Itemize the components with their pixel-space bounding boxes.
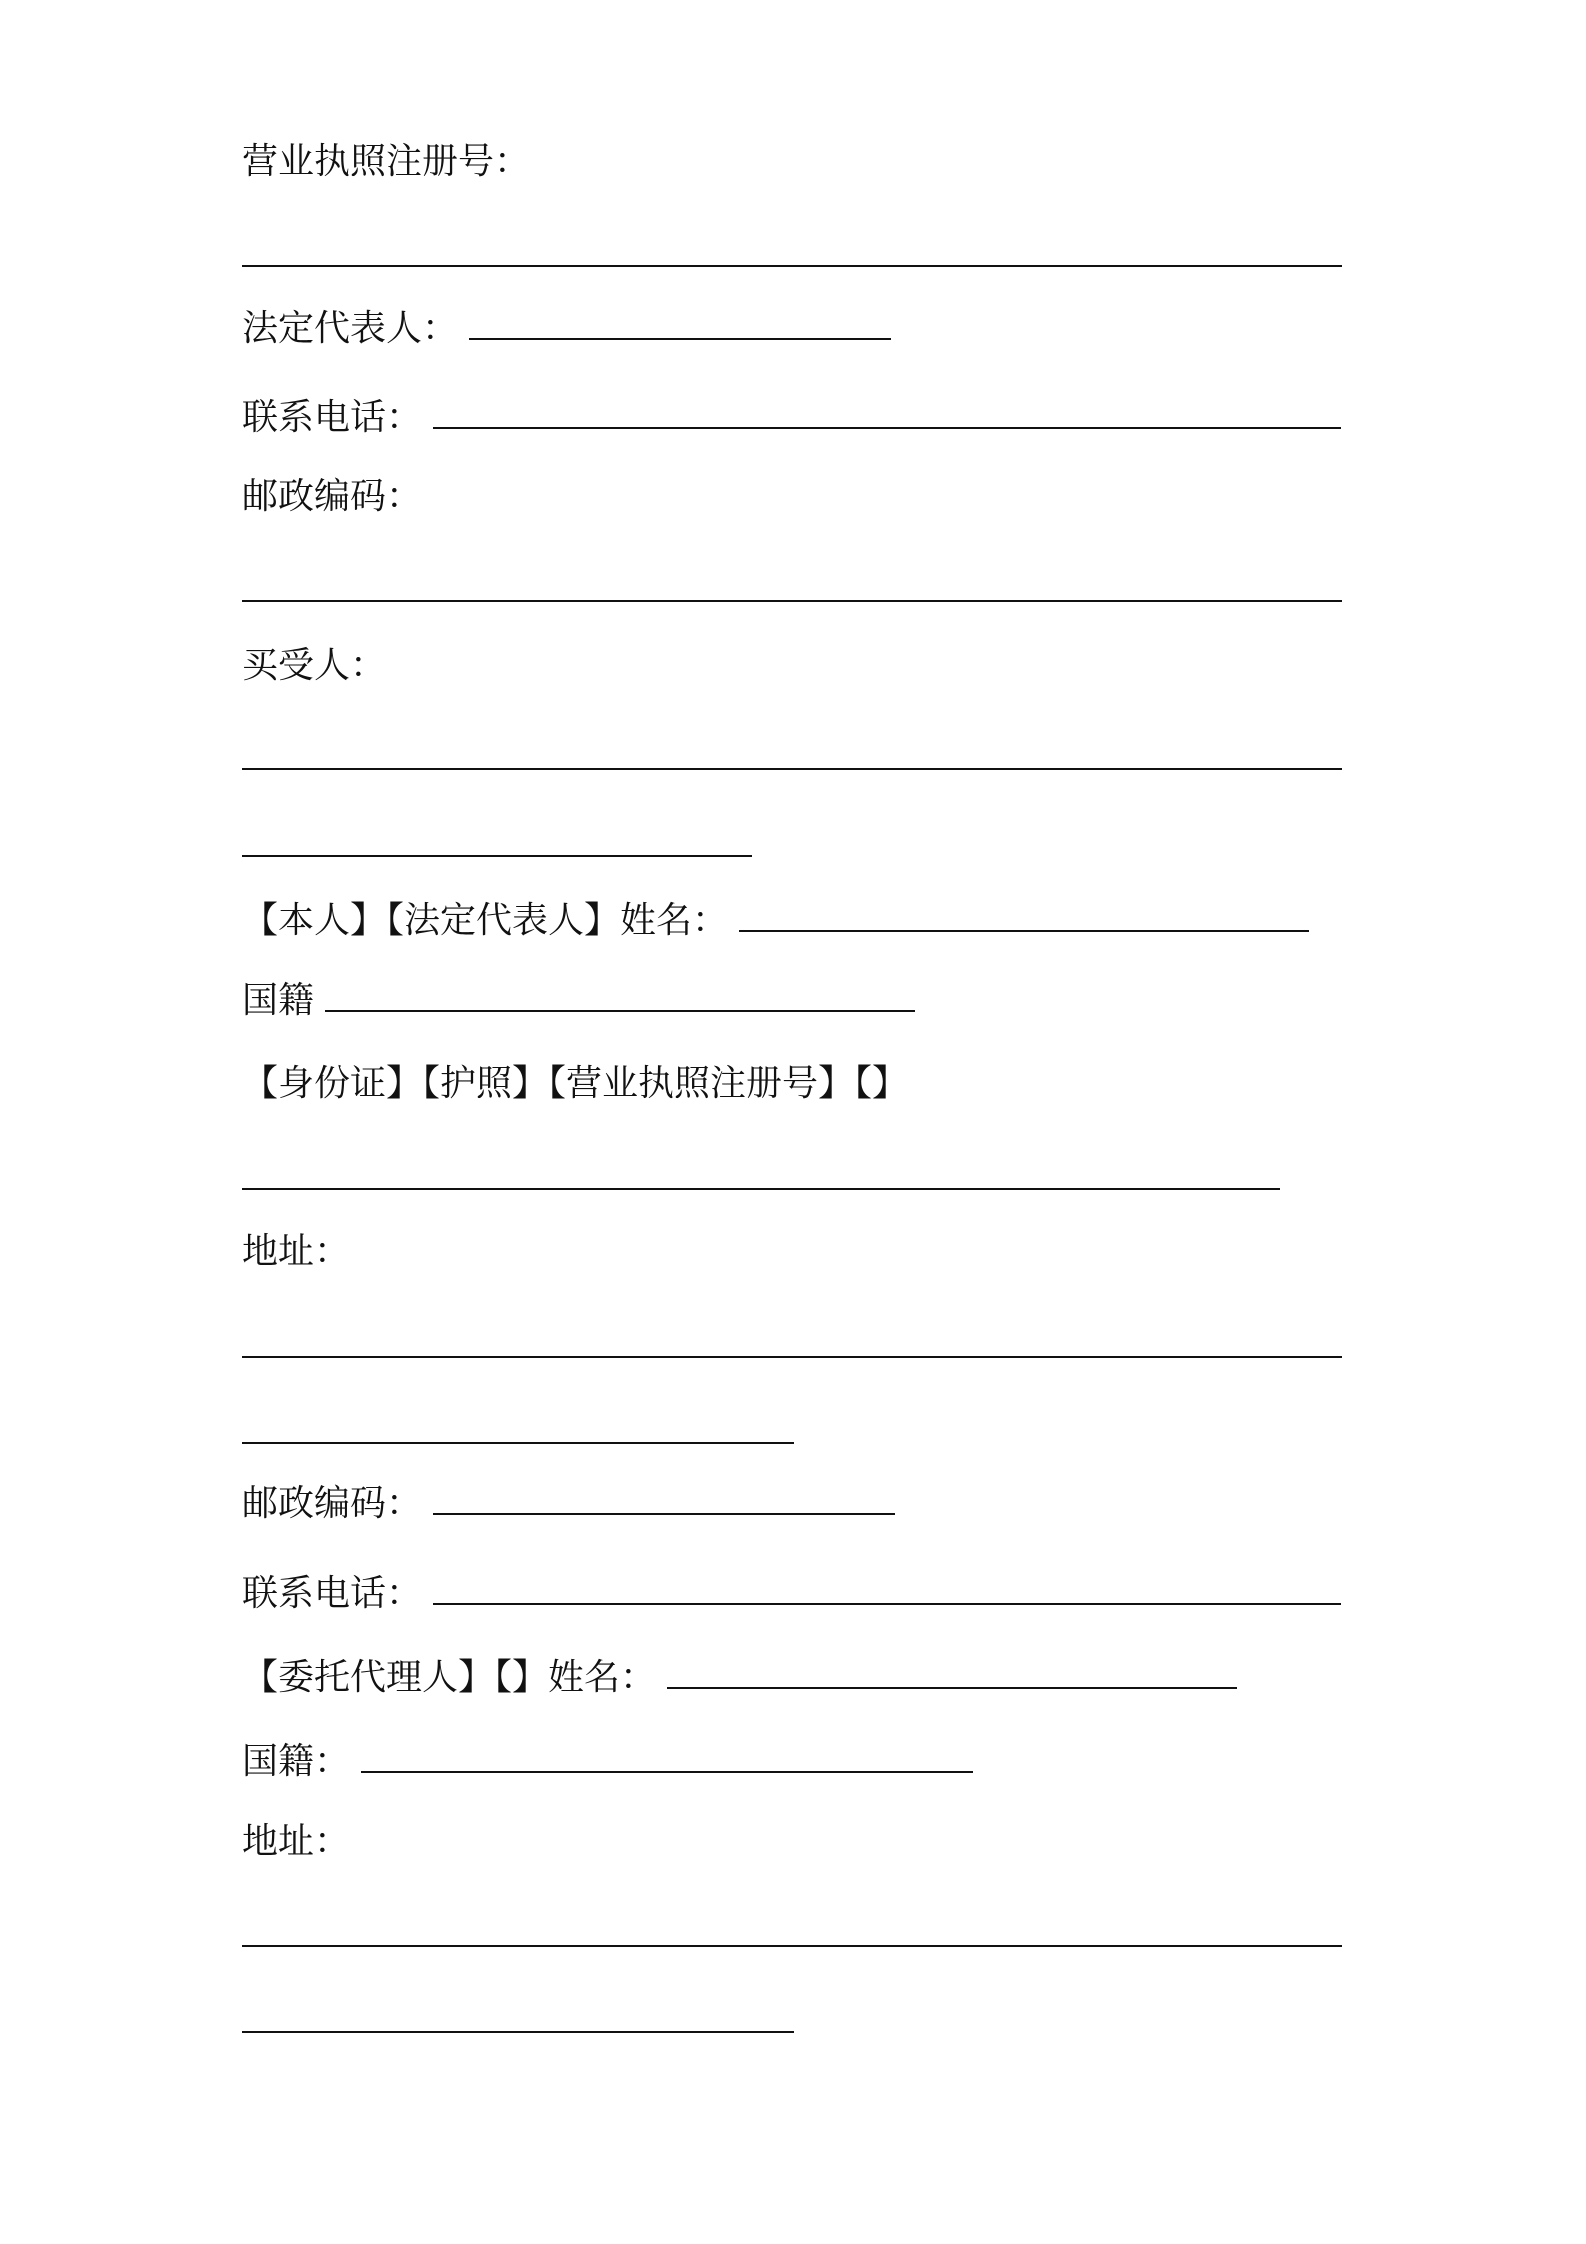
agent-name-label: 【委托代理人】【】姓名： [242, 1657, 657, 1698]
seller-phone-label: 联系电话： [242, 397, 423, 438]
license-number-line [242, 138, 530, 186]
seller-postal-line [242, 473, 422, 521]
buyer-id-number-field[interactable] [242, 1188, 1280, 1190]
buyer-postal-line [242, 1480, 895, 1528]
buyer-address-line [242, 1228, 350, 1276]
license-number-field[interactable] [242, 265, 1342, 267]
buyer-address-field-line-2[interactable] [242, 1442, 794, 1444]
buyer-phone-field[interactable] [433, 1575, 1341, 1605]
agent-nationality-field[interactable] [361, 1743, 973, 1773]
buyer-nationality-line [242, 977, 915, 1025]
buyer-phone-label: 联系电话： [242, 1573, 423, 1614]
buyer-phone-line [242, 1570, 1341, 1618]
buyer-address-field-line-1[interactable] [242, 1356, 1342, 1358]
seller-phone-field[interactable] [433, 399, 1341, 429]
agent-address-field-line-2[interactable] [242, 2031, 794, 2033]
buyer-postal-field[interactable] [433, 1485, 895, 1515]
buyer-id-type-label: 【身份证】【护照】【营业执照注册号】【】 [242, 1063, 909, 1104]
buyer-line [242, 642, 386, 690]
buyer-label: 买受人： [242, 645, 387, 686]
buyer-field-line-2[interactable] [242, 855, 752, 857]
buyer-nationality-label: 国籍 [242, 980, 315, 1021]
agent-nationality-label: 国籍： [242, 1741, 351, 1782]
agent-address-field-line-1[interactable] [242, 1945, 1342, 1947]
agent-name-field[interactable] [667, 1659, 1237, 1689]
buyer-name-field[interactable] [739, 902, 1309, 932]
buyer-id-type-line [242, 1060, 908, 1108]
buyer-name-label: 【本人】【法定代表人】姓名： [242, 900, 729, 941]
seller-phone-line [242, 394, 1341, 442]
legal-rep-line [242, 305, 891, 353]
legal-rep-label: 法定代表人： [242, 308, 459, 349]
agent-name-line [242, 1654, 1237, 1702]
buyer-nationality-field[interactable] [325, 982, 915, 1012]
agent-nationality-line [242, 1738, 973, 1786]
license-number-label: 营业执照注册号： [242, 141, 531, 182]
buyer-field-line-1[interactable] [242, 768, 1342, 770]
buyer-address-label: 地址： [242, 1231, 351, 1272]
legal-rep-field[interactable] [469, 310, 891, 340]
seller-postal-field[interactable] [242, 600, 1342, 602]
buyer-postal-label: 邮政编码： [242, 1483, 423, 1524]
buyer-name-line [242, 897, 1309, 945]
agent-address-label: 地址： [242, 1821, 351, 1862]
seller-postal-label: 邮政编码： [242, 476, 423, 517]
agent-address-line [242, 1818, 350, 1866]
